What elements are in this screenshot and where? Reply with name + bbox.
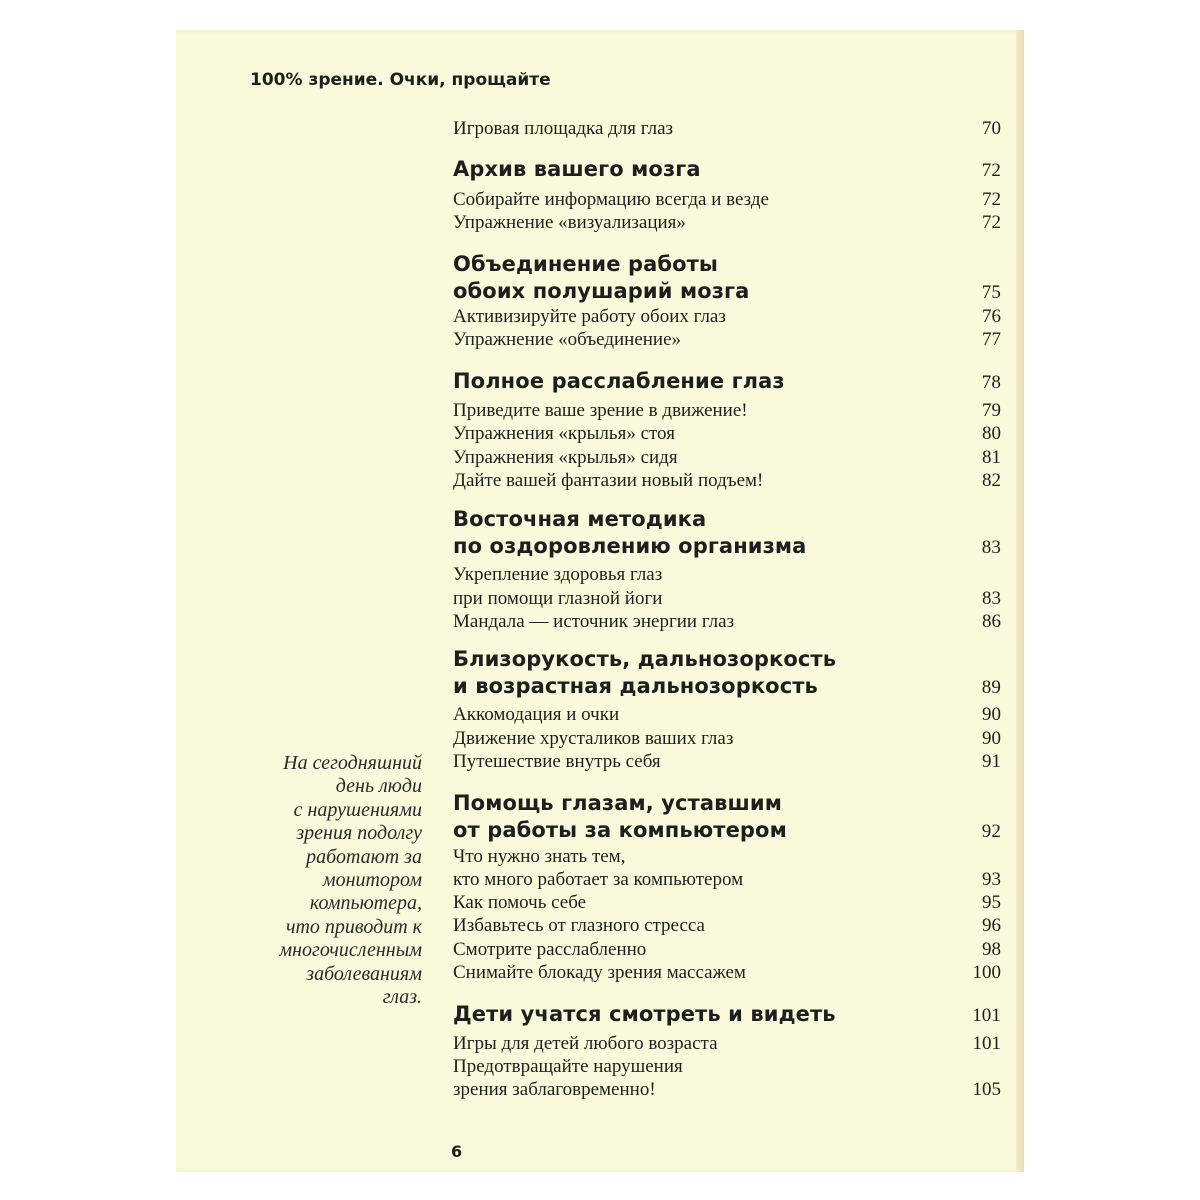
margin-note-line: зрения подолгу	[296, 822, 422, 845]
toc-entry-page: 72	[981, 160, 1001, 181]
toc-entry-page: 100	[972, 962, 1001, 983]
toc-entry-page: 75	[981, 282, 1001, 303]
toc-entry-page: 80	[982, 423, 1001, 444]
toc-entry-title: Что нужно знать тем,	[453, 846, 626, 867]
toc-entry-title: Упражнение «объединение»	[453, 329, 682, 350]
toc-entry-title: Собирайте информацию всегда и везде	[453, 189, 769, 210]
toc-entry-title: Активизируйте работу обоих глаз	[453, 306, 726, 327]
toc-entry	[453, 564, 1001, 587]
toc-entry-title: Смотрите расслабленно	[453, 939, 647, 960]
margin-note-line: работают за	[306, 845, 422, 868]
toc-entry-page: 93	[982, 869, 1001, 890]
toc-entry	[453, 962, 1001, 985]
toc-entry-page: 72	[982, 189, 1001, 210]
toc-entry-page: 83	[981, 537, 1001, 558]
toc-entry-page: 101	[972, 1033, 1001, 1054]
toc-entry	[453, 588, 1001, 611]
toc-entry-title: Движение хрусталиков ваших глаз	[453, 728, 734, 749]
toc-entry-title: Путешествие внутрь себя	[453, 751, 661, 772]
toc-entry-page: 90	[982, 728, 1001, 749]
toc-section-heading	[453, 818, 1001, 845]
toc-entry-title: Укрепление здоровья глаз	[453, 564, 663, 585]
toc-entry	[453, 306, 1001, 329]
toc-section-title: по оздоровлению организма	[453, 534, 807, 558]
toc-entry-page: 89	[981, 677, 1001, 698]
toc-entry	[453, 447, 1001, 470]
toc-section-heading	[453, 791, 1001, 818]
toc-section-title: от работы за компьютером	[453, 818, 787, 842]
toc-entry	[453, 869, 1001, 892]
toc-entry	[453, 1056, 1001, 1079]
toc-entry	[453, 728, 1001, 751]
toc-section-title: и возрастная дальнозоркость	[453, 674, 818, 698]
toc-section-title: обоих полушарий мозга	[453, 279, 750, 303]
toc-entry-page: 98	[982, 939, 1001, 960]
margin-note-line: что приводит к	[285, 915, 422, 938]
toc-entry-title: при помощи глазной йоги	[453, 588, 663, 609]
toc-entry-page: 95	[982, 892, 1001, 913]
toc-entry-page: 86	[982, 611, 1001, 632]
toc-entry	[453, 704, 1001, 727]
toc-section-title: Восточная методика	[453, 507, 707, 531]
toc-entry	[453, 118, 1001, 141]
toc-entry	[453, 846, 1001, 869]
toc-entry	[453, 751, 1001, 774]
toc-entry	[453, 915, 1001, 938]
toc-entry	[453, 189, 1001, 212]
toc-entry-page: 96	[982, 915, 1001, 936]
toc-section-title: Архив вашего мозга	[453, 157, 701, 181]
toc-section-heading	[453, 157, 1001, 184]
toc-entry	[453, 1033, 1001, 1056]
running-head-title: 100% зрение. Очки, прощайте	[250, 70, 551, 90]
page-edge-shadow	[1016, 30, 1024, 1172]
margin-note-line: монитором	[322, 869, 422, 892]
toc-entry-page: 83	[982, 588, 1001, 609]
toc-entry-page: 70	[982, 118, 1001, 139]
toc-entry-title: Как помочь себе	[453, 892, 587, 913]
toc-section-heading	[453, 534, 1001, 561]
toc-entry-title: Приведите ваше зрение в движение!	[453, 400, 748, 421]
toc-entry-title: Упражнения «крылья» сидя	[453, 447, 678, 468]
toc-entry-title: зрения заблаговременно!	[453, 1079, 656, 1100]
toc-entry	[453, 1079, 1001, 1102]
toc-section-title: Объединение работы	[453, 252, 718, 276]
toc-entry-page: 81	[982, 447, 1001, 468]
toc-entry-title: Упражнения «крылья» стоя	[453, 423, 675, 444]
book-page	[176, 30, 1024, 1172]
toc-entry-page: 101	[972, 1005, 1001, 1026]
toc-entry-title: Предотвращайте нарушения	[453, 1056, 683, 1077]
toc-section-title: Помощь глазам, уставшим	[453, 791, 782, 815]
margin-note-line: многочисленным	[279, 939, 422, 962]
toc-entry	[453, 611, 1001, 634]
toc-entry	[453, 470, 1001, 493]
margin-note	[234, 752, 422, 1009]
toc-entry-page: 82	[982, 470, 1001, 491]
toc-entry-page: 77	[982, 329, 1001, 350]
toc-section-heading	[453, 674, 1001, 701]
toc-entry-title: Снимайте блокаду зрения массажем	[453, 962, 746, 983]
toc-entry-page: 72	[982, 212, 1001, 233]
toc-section-heading	[453, 279, 1001, 306]
page-number: 6	[451, 1142, 463, 1161]
toc-entry-page: 91	[982, 751, 1001, 772]
margin-note-line: На сегодняшний	[283, 752, 422, 774]
toc-entry-title: Мандала — источник энергии глаз	[453, 611, 735, 632]
toc-entry-page: 79	[982, 400, 1001, 421]
toc-entry-title: Дайте вашей фантазии новый подъем!	[453, 470, 764, 491]
toc-entry-page: 78	[981, 372, 1001, 393]
toc-section-title: Дети учатся смотреть и видеть	[453, 1002, 836, 1026]
toc-section-heading	[453, 252, 1001, 279]
toc-section-title: Полное расслабление глаз	[453, 369, 785, 393]
toc-entry-page: 76	[982, 306, 1001, 327]
margin-note-line: с нарушениями	[293, 798, 422, 821]
toc-entry	[453, 329, 1001, 352]
margin-note-line: заболеваниям	[306, 962, 422, 985]
toc-entry-page: 90	[982, 704, 1001, 725]
toc-entry-title: Аккомодация и очки	[453, 704, 620, 725]
toc-entry-title: кто много работает за компьютером	[453, 869, 744, 890]
toc-section-heading	[453, 369, 1001, 396]
margin-note-line: компьютера,	[309, 892, 422, 915]
toc-entry	[453, 400, 1001, 423]
toc-section-heading	[453, 647, 1001, 674]
margin-note-line: глаз.	[382, 986, 422, 1009]
toc-entry-title: Игры для детей любого возраста	[453, 1033, 718, 1054]
toc-section-heading	[453, 507, 1001, 534]
toc-section-heading	[453, 1002, 1001, 1029]
toc-entry	[453, 892, 1001, 915]
toc-entry-title: Избавьтесь от глазного стресса	[453, 915, 705, 936]
toc-entry-page: 92	[981, 821, 1001, 842]
toc-entry-page: 105	[972, 1079, 1001, 1100]
toc-entry	[453, 423, 1001, 446]
toc-entry-title: Упражнение «визуализация»	[453, 212, 686, 233]
toc-entry-title: Игровая площадка для глаз	[453, 118, 674, 139]
toc-section-title: Близорукость, дальнозоркость	[453, 647, 837, 671]
toc-entry	[453, 939, 1001, 962]
toc-entry	[453, 212, 1001, 235]
margin-note-line: день люди	[335, 775, 422, 798]
